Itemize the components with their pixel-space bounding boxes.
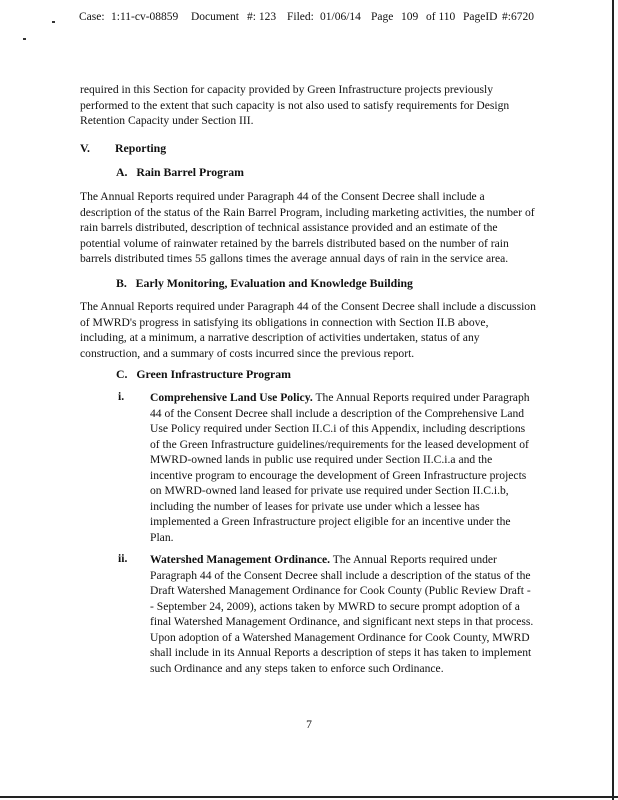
subsection-c-heading: C. Green Infrastructure Program (116, 367, 291, 381)
list-item-ii-text: The Annual Reports required under Paragraph 44 of the Consent Decree shall include a description of the status of the Draft Watershed Management Ordinance for Cook County (Public Review Draft - - September 24, 2009), actions taken by MWRD to secure prompt adoption of a final Watershed Management Ordinance, and significant next steps in that process. Upon adoption of a Watershed Management Ordinance for Cook County, MWRD shall include in its Annual Reports a description of steps it has taken to implement such Ordinance and any steps taken to enforce such Ordinance. (150, 553, 534, 675)
pageid-label: PageID (463, 11, 498, 23)
list-item-ii (118, 552, 536, 676)
filed-date: 01/06/14 (320, 11, 361, 23)
section-v-number: V. (80, 141, 90, 155)
case-number: 1:11-cv-08859 (111, 11, 179, 23)
subsection-b-body-block (80, 299, 536, 361)
list-item-i-title: Comprehensive Land Use Policy. (150, 391, 313, 404)
subsection-b-body: The Annual Reports required under Paragraph 44 of the Consent Decree shall include a discussion of MWRD's progress in satisfying its obligations in connection with Section II.B above, including, at a minimum, a narrative description of activities undertaken, status of any construction, and a summary of costs incurred since the previous report. (80, 300, 536, 360)
page-footer-number: 7 (306, 718, 312, 731)
scan-border-bottom (0, 796, 618, 798)
page-label: Page (371, 11, 394, 23)
subsection-a-heading: A. Rain Barrel Program (116, 165, 244, 179)
document-label: Document (191, 11, 239, 23)
document-number: #: 123 (247, 11, 277, 23)
subsection-a-body: The Annual Reports required under Paragraph 44 of the Consent Decree shall include a description of the status of the Rain Barrel Program, including marketing activities, the number of rain barrels distributed, description of technical assistance provided and an estimate of the potential volume of rainwater retained by the barrels distributed based on the number of rain barrels distributed times 55 gallons times the average annual days of rain in the service area. (80, 190, 535, 265)
court-filing-header (79, 11, 608, 27)
scan-border-right (612, 0, 614, 800)
subsection-b-heading: B. Early Monitoring, Evaluation and Knowledge Building (116, 276, 413, 290)
list-item-ii-title: Watershed Management Ordinance. (150, 553, 331, 566)
scan-speck (23, 38, 26, 40)
pageid-number: #:6720 (502, 11, 534, 23)
subsection-a-body-block (80, 189, 536, 267)
list-item-i (118, 390, 536, 545)
list-item-ii-label: ii. (118, 552, 128, 565)
filed-label: Filed: (287, 11, 314, 23)
page-number: 109 (401, 11, 419, 23)
list-item-i-body (150, 390, 536, 545)
scan-speck (52, 21, 55, 23)
list-item-i-label: i. (118, 390, 125, 403)
intro-paragraph-block (80, 82, 536, 129)
subsection-a-heading-block (116, 165, 572, 180)
subsection-c-heading-block (116, 367, 572, 382)
section-v-title: Reporting (115, 141, 167, 155)
list-item-i-text: The Annual Reports required under Paragraph 44 of the Consent Decree shall include a description of the Comprehensive Land Use Policy required under Section II.C.i of this Appendix, including descriptions of the Green Infrastructure guidelines/requirements for the leased development of MWRD-owned lands in public use required under Section II.C.i.a and the incentive program to encourage the development of Green Infrastructure projects on MWRD-owned land leased for private use required under Section II.C.i.b, including the number of leases for private use under which a lessee has implemented a Green Infrastructure project eligible for an incentive under the Plan. (150, 391, 530, 544)
section-v-heading (80, 141, 536, 156)
intro-paragraph: required in this Section for capacity provided by Green Infrastructure projects previously performed to the extent that such capacity is not also used to satisfy requirements for Design Retention Capacity under Section III. (80, 83, 510, 127)
case-label: Case: (79, 11, 105, 23)
page-total: of 110 (426, 11, 456, 23)
subsection-b-heading-block (116, 276, 572, 291)
list-item-ii-body (150, 552, 536, 676)
